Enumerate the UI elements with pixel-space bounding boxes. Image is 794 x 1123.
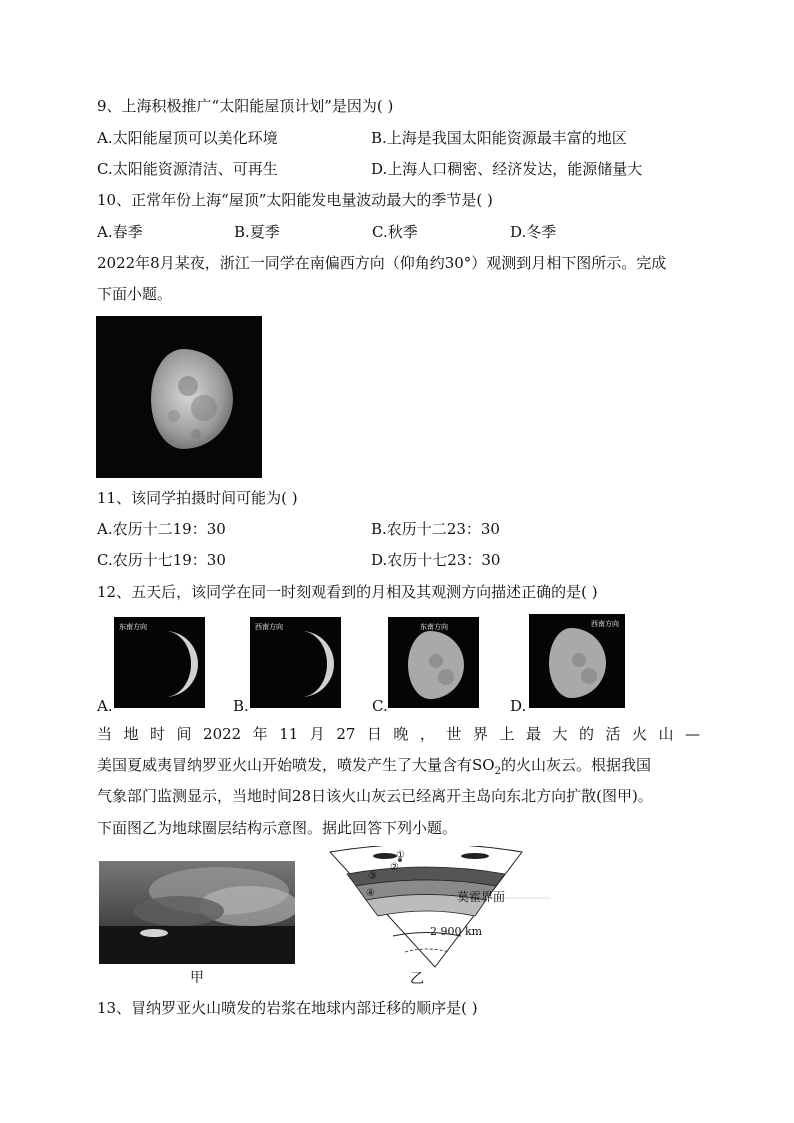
q12-option-d-direction: 西南方向	[591, 620, 619, 628]
so2-subscript: 2	[494, 766, 501, 777]
q12-option-c-direction: 东南方向	[420, 623, 448, 631]
q10-option-d: D.冬季	[510, 223, 557, 241]
layer-3-label: ③	[368, 871, 377, 882]
q12-letter-d: D.	[510, 697, 527, 715]
q13-stem: 13、冒纳罗亚火山喷发的岩浆在地球内部迁移的顺序是( )	[97, 999, 478, 1017]
q10-stem: 10、正常年份上海“屋顶”太阳能发电量波动最大的季节是( )	[97, 191, 493, 209]
layer-1-label: ①	[396, 850, 405, 861]
q12-stem: 12、五天后，该同学在同一时刻观看到的月相及其观测方向描述正确的是( )	[97, 583, 598, 601]
passage2-line3: 气象部门监测显示，当地时间28日该火山灰云已经离开主岛向东北方向扩散(图甲)。	[97, 787, 653, 805]
q11-option-b: B.农历十二23：30	[371, 520, 500, 538]
moon-photo	[96, 316, 262, 478]
q11-option-c: C.农历十七19：30	[97, 551, 226, 569]
q9-option-a: A.太阳能屋顶可以美化环境	[97, 129, 278, 147]
q10-option-c: C.秋季	[372, 223, 418, 241]
q12-option-a-direction: 东南方向	[119, 623, 147, 631]
passage2-line4: 下面图乙为地球圈层结构示意图。据此回答下列小题。	[97, 819, 458, 837]
q11-option-d: D.农历十七23：30	[371, 551, 501, 569]
q12-letter-c: C.	[372, 697, 388, 715]
q9-stem: 9、上海积极推广“太阳能屋顶计划”是因为( )	[97, 97, 394, 115]
q10-option-a: A.春季	[97, 223, 143, 241]
passage2-line2-post: 的火山灰云。根据我国	[500, 756, 651, 774]
passage2-line2	[97, 755, 651, 782]
q9-option-d: D.上海人口稠密、经济发达，能源储量大	[371, 160, 643, 178]
passage1-line2: 下面小题。	[97, 285, 173, 303]
q9-option-c: C.太阳能资源清洁、可再生	[97, 160, 278, 178]
q12-option-b-direction: 西南方向	[255, 623, 283, 631]
volcano-photo	[99, 861, 295, 964]
earth-layers-diagram	[325, 846, 555, 972]
passage2-line2-pre: 美国夏威夷冒纳罗亚火山开始喷发，喷发产生了大量含有SO	[97, 756, 495, 774]
layer-2-label: ②	[390, 862, 399, 873]
depth-label: 2 900 km	[430, 925, 483, 938]
figure-jia-label: 甲	[190, 970, 204, 986]
q12-letter-b: B.	[233, 697, 249, 715]
passage1-line1: 2022年8月某夜，浙江一同学在南偏西方向（仰角约30°）观测到月相下图所示。完成	[97, 254, 667, 272]
passage2-line1: 当地时间2022年11月27日晚，世界上最大的活火山—	[97, 725, 700, 743]
layer-4-label: ④	[366, 888, 375, 899]
figure-yi-label: 乙	[410, 971, 424, 987]
q12-letter-a: A.	[97, 697, 113, 715]
q10-option-b: B.夏季	[234, 223, 280, 241]
moho-label: 莫霍界面	[457, 890, 506, 904]
q11-option-a: A.农历十二19：30	[97, 520, 226, 538]
q11-stem: 11、该同学拍摄时间可能为( )	[97, 489, 298, 507]
q9-option-b: B.上海是我国太阳能资源最丰富的地区	[371, 129, 627, 147]
